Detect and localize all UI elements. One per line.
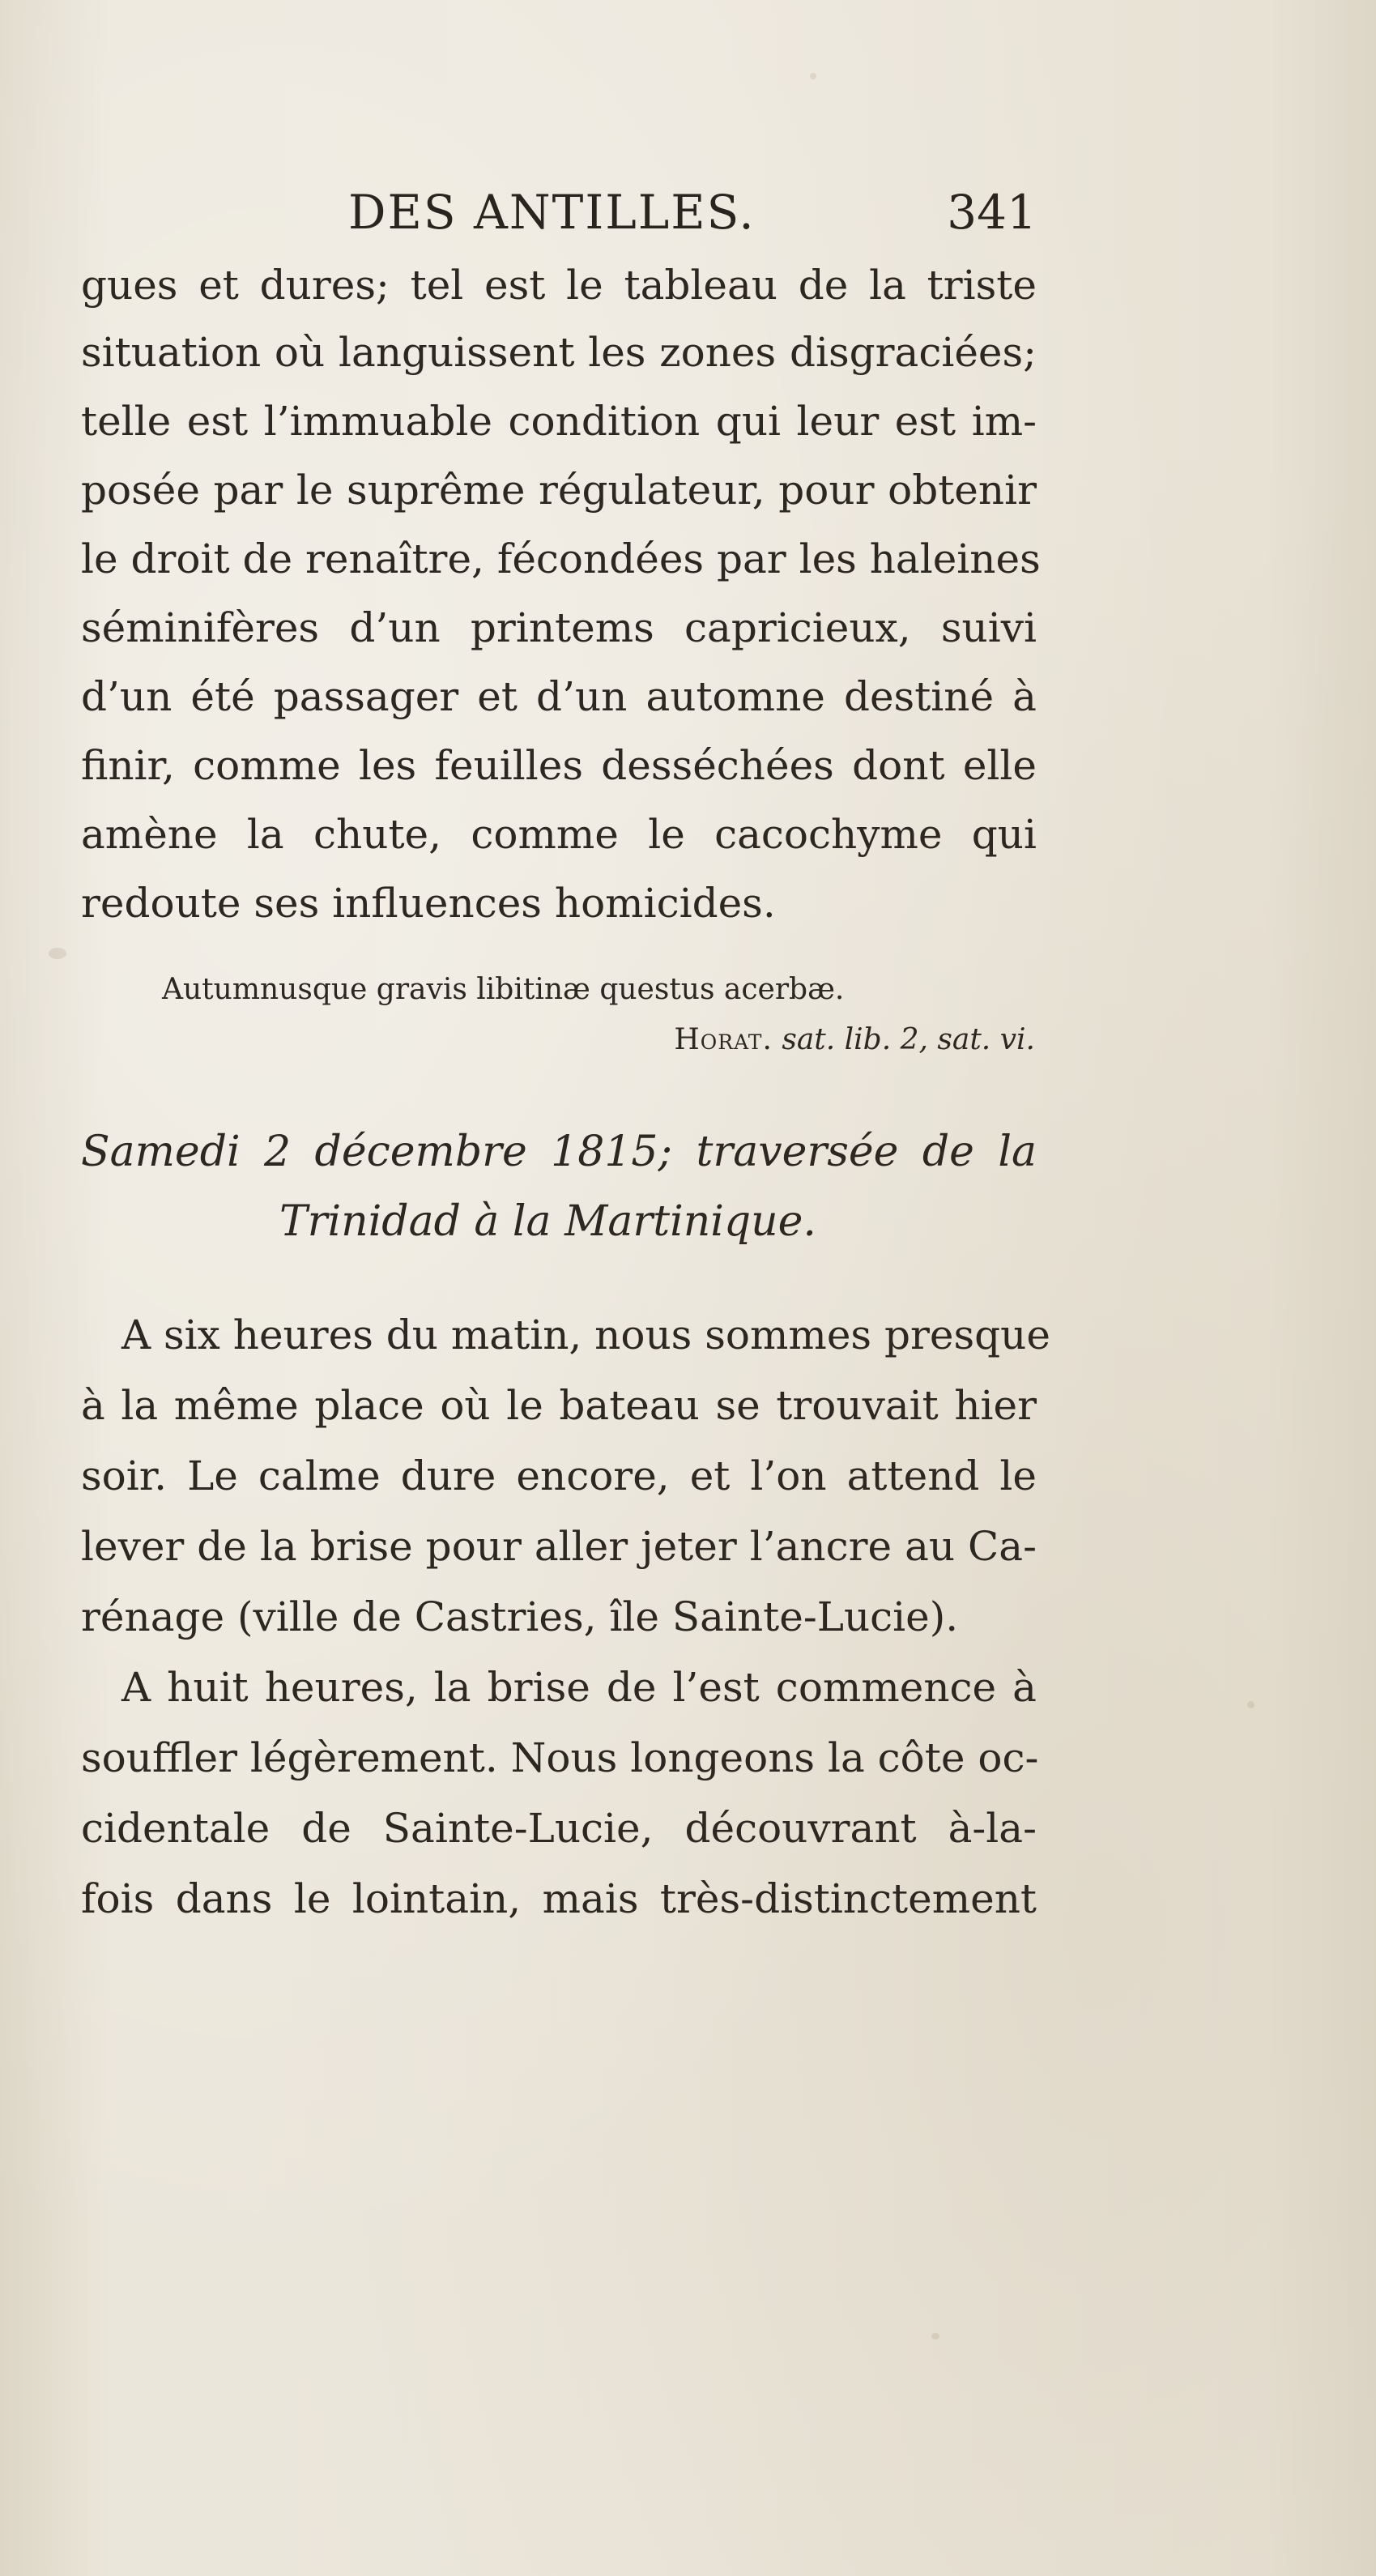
quotation-attribution [674, 1022, 1035, 1058]
text-line: A huit heures, la brise de l’est commence à [121, 1664, 1037, 1711]
text-line: soir. Le calme dure encore, et l’on attend le [81, 1452, 1037, 1499]
text-line: situation où languissent les zones disgraciées; [81, 329, 1037, 376]
text-line: souffler légèrement. Nous longeons la côte oc- [81, 1734, 1039, 1781]
text-line: redoute ses influences homicides. [81, 880, 776, 927]
running-title: DES ANTILLES. [348, 185, 756, 240]
text-line: posée par le suprême régulateur, pour obtenir [81, 467, 1037, 514]
text-line: cidentale de Sainte-Lucie, découvrant à-la- [81, 1805, 1037, 1852]
text-line: à la même place où le bateau se trouvait hier [81, 1382, 1037, 1429]
quotation-author: Horat. [674, 1023, 773, 1056]
text-line: gues et dures; tel est le tableau de la triste [81, 262, 1037, 309]
section-heading-line: Samedi 2 décembre 1815; traversée de la [81, 1128, 1037, 1176]
text-line: telle est l’immuable condition qui leur est im- [81, 398, 1037, 445]
page-header [81, 185, 1037, 241]
text-line: A six heures du matin, nous sommes presque [121, 1311, 1050, 1358]
paper-stain [1247, 1701, 1255, 1708]
text-line: fois dans le lointain, mais très-distinctement [81, 1875, 1037, 1922]
text-line: séminifères d’un printems capricieux, suivi [81, 604, 1037, 651]
latin-quotation: Autumnusque gravis libitinæ questus acerbæ. [162, 973, 845, 1006]
text-line: le droit de renaître, fécondées par les haleines [81, 535, 1041, 582]
paper-stain [810, 73, 816, 79]
text-line: rénage (ville de Castries, île Sainte-Lucie). [81, 1593, 959, 1640]
page-number: 341 [947, 185, 1037, 240]
text-line: amène la chute, comme le cacochyme qui [81, 811, 1037, 858]
section-heading-line: Trinidad à la Martinique. [279, 1197, 816, 1246]
paper-stain [49, 948, 66, 959]
quotation-reference: sat. lib. 2, sat. vi. [782, 1023, 1035, 1056]
text-line: lever de la brise pour aller jeter l’ancre au Ca- [81, 1523, 1037, 1570]
paper-stain [931, 2333, 939, 2339]
text-line: finir, comme les feuilles desséchées dont elle [81, 742, 1037, 789]
text-line: d’un été passager et d’un automne destiné à [81, 673, 1037, 720]
